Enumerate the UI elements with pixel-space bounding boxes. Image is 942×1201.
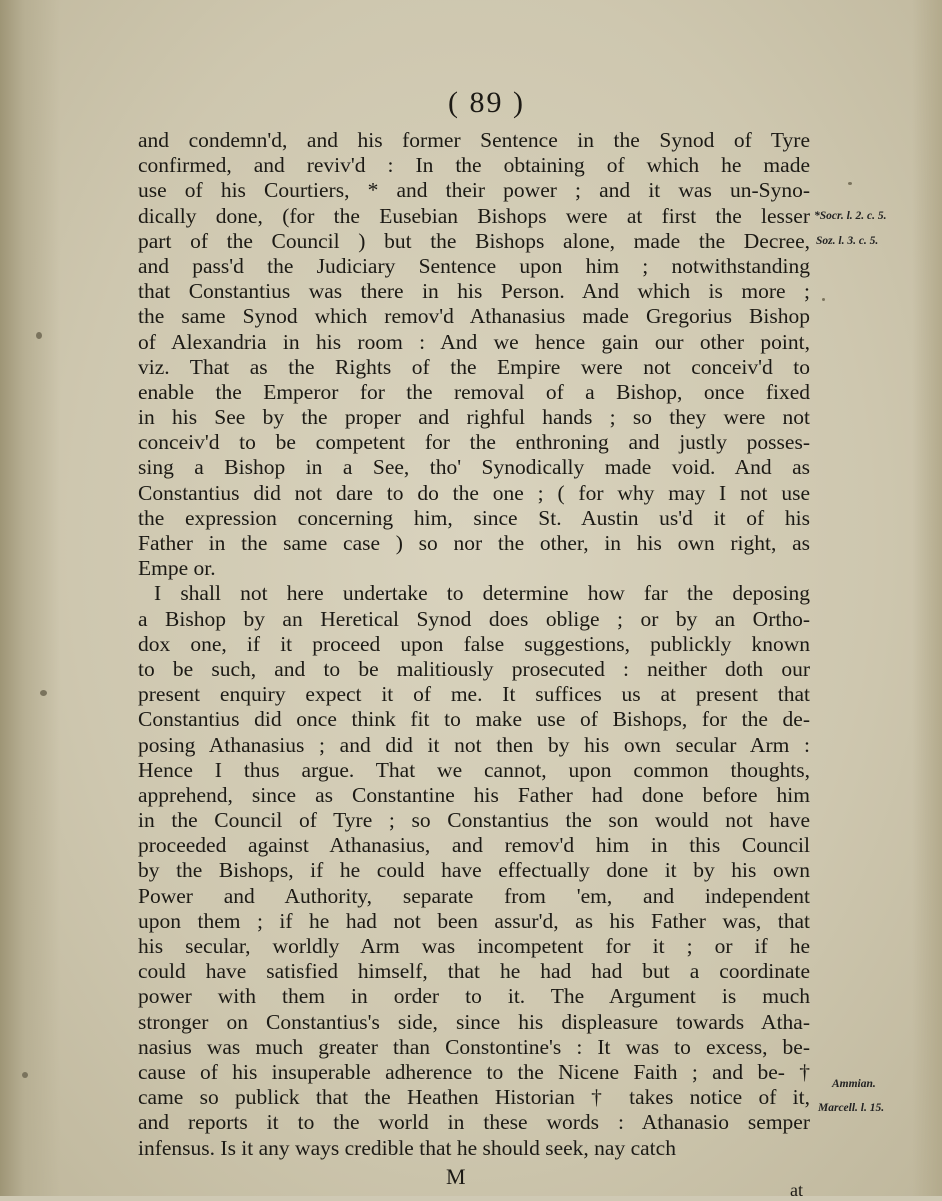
- marginal-note: Marcell. l. 15.: [818, 1102, 885, 1114]
- text-line: in the Council of Tyre ; so Constantius the son would not have: [138, 808, 810, 833]
- text-line: enable the Emperor for the removal of a Bishop, once fixed: [138, 379, 810, 404]
- text-line: posing Athanasius ; and did it not then by his own secular Arm :: [138, 732, 810, 757]
- text-line: viz. That as the Rights of the Empire were not conceiv'd to: [138, 354, 810, 379]
- text-line: cause of his insuperable adherence to the Nicene Faith ; and be- †: [138, 1059, 810, 1084]
- text-line: Constantius did once think fit to make use of Bishops, for the de-: [138, 707, 810, 732]
- body-text: [138, 128, 810, 1161]
- text-line: apprehend, since as Constantine his Father had done before him: [138, 782, 810, 807]
- text-line: Father in the same case ) so nor the other, in his own right, as: [138, 531, 810, 555]
- text-line: dox one, if it proceed upon false suggestions, publickly known: [138, 631, 810, 656]
- paper-speck: [40, 690, 47, 696]
- marginal-note: Ammian.: [832, 1078, 876, 1090]
- text-line: in his See by the proper and righful hands ; so they were not: [138, 405, 810, 430]
- text-line: proceeded against Athanasius, and remov'd him in this Council: [138, 833, 810, 858]
- text-line: infensus. Is it any ways credible that he should seek, nay catch: [138, 1135, 676, 1160]
- text-line: confirmed, and reviv'd : In the obtaining of which he made: [138, 153, 810, 178]
- text-line: Power and Authority, separate from 'em, and independent: [138, 883, 810, 908]
- text-line: conceiv'd to be competent for the enthroning and justly posses-: [138, 430, 810, 455]
- page-number: ( 89 ): [448, 86, 525, 119]
- text-line: use of his Courtiers, * and their power ; and it was un-Syno-: [138, 178, 810, 203]
- text-line: of Alexandria in his room : And we hence gain our other point,: [138, 329, 810, 354]
- text-line: and reports it to the world in these words : Athanasio semper: [138, 1110, 810, 1135]
- text-line: dically done, (for the Eusebian Bishops were at first the lesser: [138, 203, 810, 228]
- text-line: part of the Council ) but the Bishops alone, made the Decree,: [138, 228, 810, 253]
- marginal-note: Soz. l. 3. c. 5.: [816, 235, 879, 247]
- paper-speck: [848, 182, 852, 185]
- catchword: at: [790, 1180, 803, 1200]
- text-line: power with them in order to it. The Argument is much: [138, 984, 810, 1009]
- text-line: Constantius did not dare to do the one ; ( for why may I not use: [138, 480, 810, 505]
- text-line: came so publick that the Heathen Historian † takes notice of it,: [138, 1085, 810, 1110]
- text-line: by the Bishops, if he could have effectually done it by his own: [138, 858, 810, 883]
- text-line: sing a Bishop in a See, tho' Synodically made void. And as: [138, 455, 810, 480]
- paper-speck: [822, 298, 825, 301]
- text-line: and condemn'd, and his former Sentence in the Synod of Tyre: [138, 128, 810, 152]
- text-line: upon them ; if he had not been assur'd, as his Father was, that: [138, 908, 810, 933]
- text-line: a Bishop by an Heretical Synod does oblige ; or by an Ortho-: [138, 606, 810, 631]
- text-line: his secular, worldly Arm was incompetent for it ; or if he: [138, 934, 810, 958]
- page-edge-shadow: [912, 0, 942, 1196]
- paper-speck: [22, 1072, 28, 1078]
- marginal-note: *Socr. l. 2. c. 5.: [814, 210, 887, 222]
- text-line: present enquiry expect it of me. It suffices us at present that: [138, 682, 810, 707]
- signature-mark: M: [446, 1164, 466, 1189]
- text-line: nasius was much greater than Constontine's : It was to excess, be-: [138, 1034, 810, 1059]
- text-line: Hence I thus argue. That we cannot, upon common thoughts,: [138, 757, 810, 782]
- text-line: that Constantius was there in his Person. And which is more ;: [138, 279, 810, 304]
- text-line: the expression concerning him, since St. Austin us'd it of his: [138, 505, 810, 530]
- text-line: to be such, and to be malitiously prosecuted : neither doth our: [138, 656, 810, 681]
- text-line: stronger on Constantius's side, since his displeasure towards Atha-: [138, 1009, 810, 1034]
- text-line: Empe or.: [138, 556, 216, 581]
- text-line: and pass'd the Judiciary Sentence upon him ; notwithstanding: [138, 253, 810, 278]
- text-line: the same Synod which remov'd Athanasius made Gregorius Bishop: [138, 304, 810, 329]
- page-gutter-shadow: [0, 0, 60, 1196]
- text-line: I shall not here undertake to determine how far the deposing: [154, 581, 810, 606]
- text-line: could have satisfied himself, that he had had but a coordinate: [138, 959, 810, 984]
- paper-speck: [36, 332, 42, 339]
